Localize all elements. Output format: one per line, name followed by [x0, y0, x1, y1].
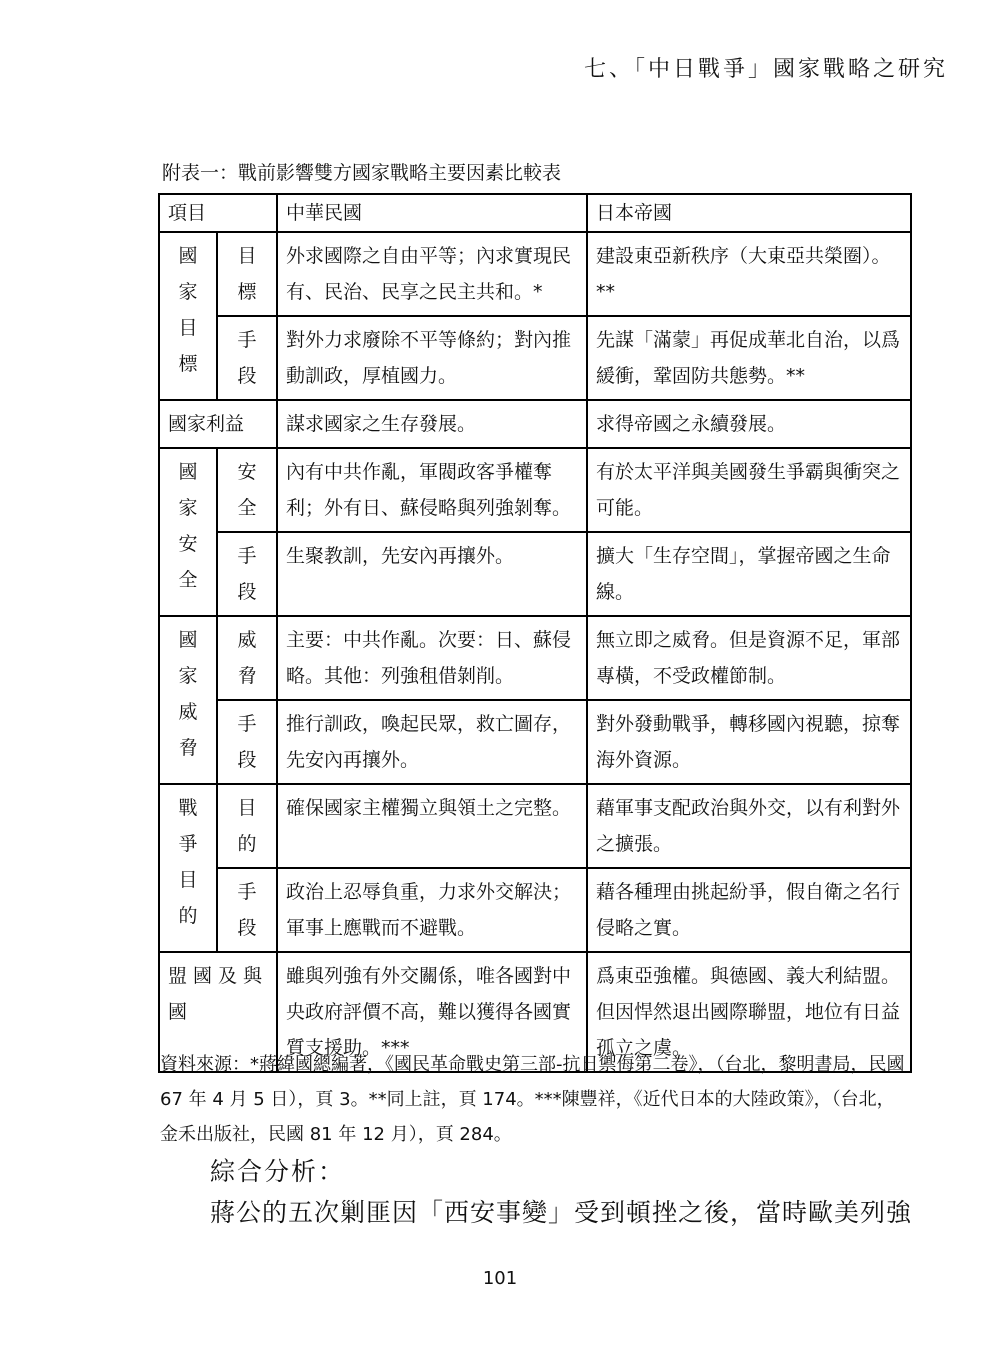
- china-cell: 謀求國家之生存發展。: [277, 400, 587, 448]
- sub-cell: 威 脅: [217, 616, 277, 700]
- table-row: [159, 448, 911, 532]
- japan-cell: 求得帝國之永續發展。: [587, 400, 911, 448]
- table-row: [159, 700, 911, 784]
- japan-cell: 對外發動戰爭，轉移國內視聽，掠奪海外資源。: [587, 700, 911, 784]
- page-number: 101: [482, 1268, 518, 1289]
- china-cell: 對外力求廢除不平等條約；對內推動訓政，厚植國力。: [277, 316, 587, 400]
- china-cell: 確保國家主權獨立與領土之完整。: [277, 784, 587, 868]
- sub-cell: 安 全: [217, 448, 277, 532]
- sub-cell: 目 的: [217, 784, 277, 868]
- label-cell: 國家利益: [159, 400, 277, 448]
- table-row: [159, 784, 911, 868]
- table-row: [159, 532, 911, 616]
- japan-cell: 藉各種理由挑起紛爭，假自衛之名行侵略之實。: [587, 868, 911, 952]
- sub-cell: 目 標: [217, 232, 277, 316]
- japan-cell: 擴大「生存空間」，掌握帝國之生命線。: [587, 532, 911, 616]
- category-cell: 戰 爭 目 的: [159, 784, 217, 952]
- china-cell: 生聚教訓，先安內再攘外。: [277, 532, 587, 616]
- china-cell: 雖與列強有外交關係，唯各國對中央政府評價不高，難以獲得各國實質支援助。***: [277, 952, 587, 1072]
- table-caption: 附表一：戰前影響雙方國家戰略主要因素比較表: [162, 162, 562, 184]
- japan-cell: 無立即之威脅。但是資源不足，軍部專橫，不受政權節制。: [587, 616, 911, 700]
- running-header: 七、「中日戰爭」國家戰略之研究: [583, 57, 948, 82]
- label-cell: 盟國及與國: [159, 952, 277, 1072]
- sub-cell: 手 段: [217, 700, 277, 784]
- header-china: 中華民國: [277, 194, 587, 232]
- china-cell: 主要：中共作亂。次要：日、蘇侵略。其他：列強租借剝削。: [277, 616, 587, 700]
- table-row: [159, 400, 911, 448]
- sub-cell: 手 段: [217, 532, 277, 616]
- category-cell: 國 家 目 標: [159, 232, 217, 400]
- table-row: [159, 316, 911, 400]
- japan-cell: 有於太平洋與美國發生爭霸與衝突之可能。: [587, 448, 911, 532]
- table-row: [159, 868, 911, 952]
- source-note: 資料來源：*蔣緯國總編著，《國民革命戰史第三部-抗日禦侮第二卷》，（台北，黎明書局，民國 67 年 4 月 5 日），頁 3。**同上註，頁 174。***陳豐祥，《近代日本的大陸政策》，（台北，金禾出版社，民國 81 年 12 月），頁 284。: [160, 1054, 905, 1145]
- body-paragraph: 蔣公的五次剿匪因「西安事變」受到頓挫之後，當時歐美列強: [210, 1198, 913, 1227]
- table-header-row: [159, 194, 911, 232]
- header-japan: 日本帝國: [587, 194, 911, 232]
- japan-cell: 建設東亞新秩序（大東亞共榮圈）。**: [587, 232, 911, 316]
- china-cell: 政治上忍辱負重，力求外交解決；軍事上應戰而不避戰。: [277, 868, 587, 952]
- table-row: [159, 232, 911, 316]
- sub-cell: 手 段: [217, 316, 277, 400]
- header-item: 項目: [159, 194, 277, 232]
- japan-cell: 先謀「滿蒙」再促成華北自治，以爲緩衝，鞏固防共態勢。**: [587, 316, 911, 400]
- category-cell: 國 家 安 全: [159, 448, 217, 616]
- table-row: [159, 616, 911, 700]
- china-cell: 推行訓政，喚起民眾，救亡圖存，先安內再攘外。: [277, 700, 587, 784]
- china-cell: 外求國際之自由平等；內求實現民有、民治、民享之民主共和。*: [277, 232, 587, 316]
- sub-cell: 手 段: [217, 868, 277, 952]
- china-cell: 內有中共作亂，軍閥政客爭權奪利；外有日、蘇侵略與列強剝奪。: [277, 448, 587, 532]
- analysis-heading: 綜合分析：: [210, 1157, 346, 1186]
- category-cell: 國 家 威 脅: [159, 616, 217, 784]
- comparison-table: [158, 193, 912, 1073]
- japan-cell: 爲東亞強權。與德國、義大利結盟。但因悍然退出國際聯盟，地位有日益孤立之虞。: [587, 952, 911, 1072]
- japan-cell: 藉軍事支配政治與外交，以有利對外之擴張。: [587, 784, 911, 868]
